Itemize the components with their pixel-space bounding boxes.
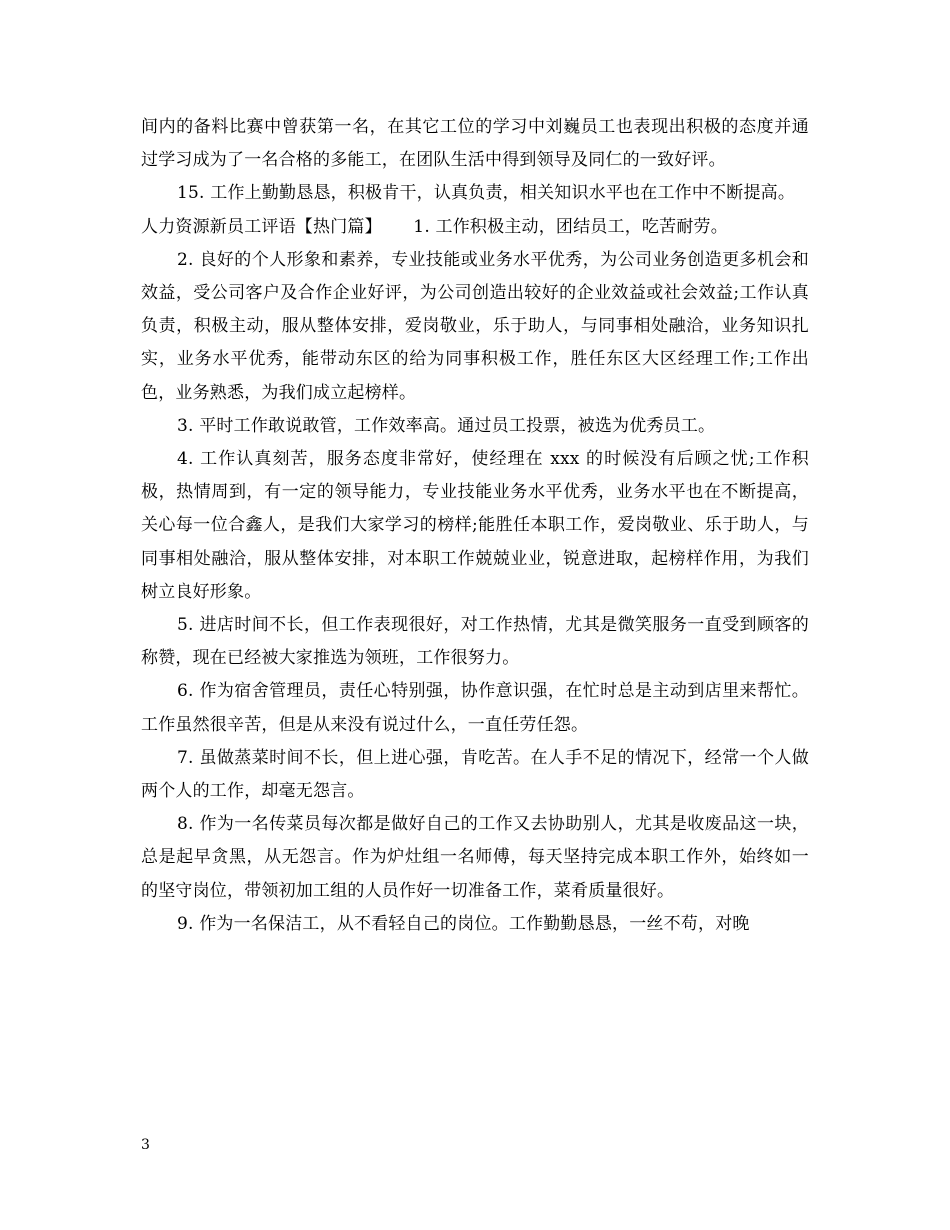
body-text [141,111,809,941]
paragraph: 9. 作为一名保洁工，从不看轻自己的岗位。工作勤勤恳恳，一丝不苟，对晚 [177,913,750,934]
paragraph: 间内的备料比赛中曾获第一名，在其它工位的学习中刘巍员工也表现出积极的态度并通过学习成为了一名合格的多能工，在团队生活中得到领导及同仁的一致好评。 [141,117,809,171]
page-number: 3 [141,1137,150,1153]
section-heading-paragraph: 人力资源新员工评语【热门篇】 1. 工作积极主动，团结员工，吃苦耐劳。 [141,216,728,237]
paragraph: 3. 平时工作敢说敢管，工作效率高。通过员工投票，被选为优秀员工。 [177,415,716,436]
paragraph: 15. 工作上勤勤恳恳，积极肯干，认真负责，相关知识水平也在工作中不断提高。 [177,183,796,204]
paragraph: 6. 作为宿舍管理员，责任心特别强，协作意识强，在忙时总是主动到店里来帮忙。工作虽然很辛苦，但是从来没有说过什么，一直任劳任怨。 [141,681,809,735]
paragraph: 4. 工作认真刻苦，服务态度非常好，使经理在 xxx 的时候没有后顾之忧;工作积极，热情周到，有一定的领导能力，专业技能业务水平优秀，业务水平也在不断提高，关心每一位合鑫人，是我们大家学习的榜样;能胜任本职工作，爱岗敬业、乐于助人，与同事相处融洽，服从整体安排，对本职工作兢兢业业，锐意进取，起榜样作用，为我们树立良好形象。 [141,449,809,602]
paragraph: 2. 良好的个人形象和素养，专业技能或业务水平优秀，为公司业务创造更多机会和效益，受公司客户及合作企业好评，为公司创造出较好的企业效益或社会效益;工作认真负责，积极主动，服从整体安排，爱岗敬业，乐于助人，与同事相处融洽，业务知识扎实，业务水平优秀，能带动东区的给为同事积极工作，胜任东区大区经理工作;工作出色，业务熟悉，为我们成立起榜样。 [141,249,809,403]
paragraph: 7. 虽做蒸菜时间不长，但上进心强，肯吃苦。在人手不足的情况下，经常一个人做两个人的工作，却毫无怨言。 [141,747,809,802]
paragraph: 8. 作为一名传菜员每次都是做好自己的工作又去协助别人，尤其是收废品这一块，总是起早贪黑，从无怨言。作为炉灶组一名师傅，每天坚持完成本职工作外，始终如一的坚守岗位，带领初加工组的人员作好一切准备工作，菜肴质量很好。 [141,814,809,901]
paragraph: 5. 进店时间不长，但工作表现很好，对工作热情，尤其是微笑服务一直受到顾客的称赞，现在已经被大家推选为领班，工作很努力。 [141,615,809,669]
